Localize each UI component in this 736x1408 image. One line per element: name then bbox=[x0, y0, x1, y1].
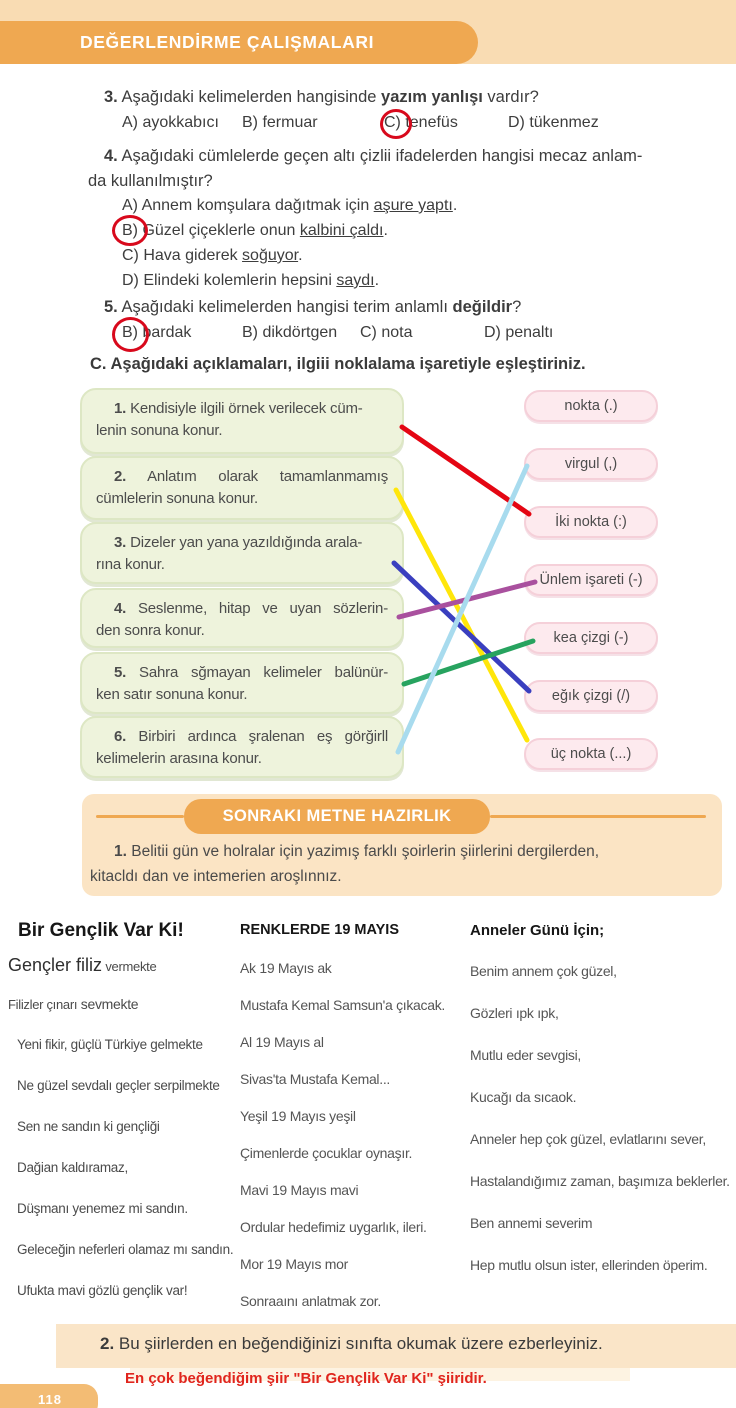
poem1-title: Bir Gençlik Var Ki! bbox=[18, 920, 184, 941]
q4-option-c: C) Hava giderek soğuyor. bbox=[122, 247, 303, 264]
match-right-egik-cizgi: eğık çizgi (/) bbox=[524, 680, 658, 712]
answer-circle-q3 bbox=[380, 109, 412, 139]
poem-line: Mavi 19 Mayıs mavi bbox=[240, 1182, 359, 1198]
poem-line: Ak 19 Mayıs ak bbox=[240, 960, 332, 976]
q5-option-3: C) nota bbox=[360, 324, 413, 341]
q5-option-4: D) penaltı bbox=[484, 324, 554, 341]
page-number-tab: 118 bbox=[0, 1384, 98, 1408]
prep-rule-left bbox=[96, 815, 184, 818]
poem-line: Ordular hedefimiz uygarlık, ileri. bbox=[240, 1219, 427, 1235]
match-left-item-1: 1. Kendisiyle ilgili örnek verilecek cüm- lenin sonuna konur. bbox=[80, 388, 404, 454]
q3-option-d: D) tükenmez bbox=[508, 114, 599, 131]
poem-line: Ufukta mavi gözlü gençlik var! bbox=[17, 1283, 188, 1298]
poem-line: Filizler çınarı sevmekte bbox=[8, 996, 139, 1012]
prep-title: SONRAKI METNE HAZIRLIK bbox=[184, 799, 490, 834]
poem-line: Hep mutlu olsun ister, ellerinden öperim. bbox=[470, 1257, 708, 1273]
prep-task-line2: kitacldı dan ve intemerien aroşlınnız. bbox=[90, 868, 342, 885]
poem-line: Düşmanı yenemez mi sandın. bbox=[17, 1201, 188, 1216]
poem-line: Sen ne sandın ki gençliği bbox=[17, 1119, 160, 1134]
match-line-3 bbox=[394, 563, 529, 691]
match-left-item-2: 2. Anlatım olarak tamamlanmamış cümlelerin sonuna konur. bbox=[80, 456, 404, 520]
prep-task-line1: 1. Belitii gün ve holralar için yazimış farklı şoirlerin şiirlerini dergilerden, bbox=[114, 843, 599, 860]
match-right-nokta: nokta (.) bbox=[524, 390, 658, 422]
answer-circle-q5 bbox=[112, 317, 149, 352]
q3-option-a: A) ayokkabıcı bbox=[122, 114, 219, 131]
poem-line: Kucağı da sıcaok. bbox=[470, 1089, 577, 1105]
match-line-6 bbox=[398, 466, 527, 752]
match-line-1 bbox=[402, 427, 529, 514]
page-title: DEĞERLENDİRME ÇALIŞMALARI bbox=[0, 21, 478, 64]
q3-option-b: B) fermuar bbox=[242, 114, 318, 131]
poem-line: Sivas'ta Mustafa Kemal... bbox=[240, 1071, 391, 1087]
poem-line: Sonraaını anlatmak zor. bbox=[240, 1293, 381, 1309]
match-right-kisa-cizgi: kea çizgi (-) bbox=[524, 622, 658, 654]
match-line-5 bbox=[404, 641, 533, 684]
poem-line: Yeni fikir, güçlü Türkiye gelmekte bbox=[17, 1037, 203, 1052]
answer-circle-q4 bbox=[112, 215, 148, 246]
match-line-2 bbox=[396, 490, 527, 740]
poem1-lines bbox=[8, 955, 234, 1324]
q5-option-2: B) dikdörtgen bbox=[242, 324, 338, 341]
question-3: 3. Aşağıdaki kelimelerden hangisinde yazım yanlışı vardır? bbox=[104, 88, 539, 106]
poem-line: Al 19 Mayıs al bbox=[240, 1034, 324, 1050]
q4-option-b: B) Güzel çiçeklerle onun kalbini çaldı. bbox=[122, 222, 388, 239]
match-right-unlem: Ünlem işareti (-) bbox=[524, 564, 658, 596]
match-right-virgul: virgul (,) bbox=[524, 448, 658, 480]
poem-line: Hastalandığımız zaman, başımıza beklerler. bbox=[470, 1173, 730, 1189]
section-c-heading: C. Aşağıdaki açıklamaları, ilgiii noklalama işaretiyle eşleştiriniz. bbox=[90, 355, 586, 373]
q5-option-1: B) bardak bbox=[122, 324, 192, 341]
poem-line: Yeşil 19 Mayıs yeşil bbox=[240, 1108, 356, 1124]
q4-option-d: D) Elindeki kolemlerin hepsini saydı. bbox=[122, 272, 380, 289]
question-4-line2: da kullanılmıştır? bbox=[88, 172, 213, 190]
poem-line: Anneler hep çok güzel, evlatlarını sever, bbox=[470, 1131, 706, 1147]
match-right-iki-nokta: İki nokta (:) bbox=[524, 506, 658, 538]
poem-line: Mutlu eder sevgisi, bbox=[470, 1047, 582, 1063]
task2-text: 2. Bu şiirlerden en beğendiğinizi sınıfta okumak üzere ezberleyiniz. bbox=[100, 1334, 603, 1353]
match-left-item-4: 4. Seslenme, hitap ve uyan sözlerin- den sonra konur. bbox=[80, 588, 404, 648]
poem2-title: RENKLERDE 19 MAYIS bbox=[240, 922, 400, 938]
poem-line: Çimenlerde çocuklar oynaşır. bbox=[240, 1145, 413, 1161]
q4-option-a: A) Annem komşulara dağıtmak için aşure yaptı. bbox=[122, 197, 458, 214]
match-left-item-3: 3. Dizeler yan yana yazıldığında arala- rına konur. bbox=[80, 522, 404, 584]
poem-line: Ne güzel sevdalı geçler serpilmekte bbox=[17, 1078, 220, 1093]
match-left-item-5: 5. Sahra sğmayan kelimeler balünür- ken satır sonuna konur. bbox=[80, 652, 404, 714]
poem-line: Gözleri ıpk ıpk, bbox=[470, 1005, 559, 1021]
poem3-lines bbox=[470, 963, 730, 1299]
poem3-title: Anneler Günü İçin; bbox=[470, 922, 605, 939]
poem2-lines bbox=[240, 960, 445, 1330]
question-4-line1: 4. Aşağıdaki cümlelerde geçen altı çizlii ifadelerden hangisi mecaz anlam- bbox=[104, 147, 643, 165]
question-3-number: 3. bbox=[104, 88, 118, 106]
poem-line: Dağian kaldıramaz, bbox=[17, 1160, 128, 1175]
match-right-uc-nokta: üç nokta (...) bbox=[524, 738, 658, 770]
poem-line: Mustafa Kemal Samsun'a çıkacak. bbox=[240, 997, 446, 1013]
poem-line: Gençler filiz vermekte bbox=[8, 955, 157, 975]
q3-option-c: C) tenefüs bbox=[384, 114, 458, 131]
question-5: 5. Aşağıdaki kelimelerden hangisi terim anlamlı değildir? bbox=[104, 298, 522, 316]
question-4-number: 4. bbox=[104, 147, 118, 165]
handwritten-answer-note: En çok beğendiğim şiir "Bir Gençlik Var Ki" şiiridir. bbox=[125, 1370, 487, 1387]
poem-line: Ben annemi severim bbox=[470, 1215, 593, 1231]
match-left-item-6: 6. Birbiri ardınca şralenan eş görğirll kelimelerin arasına konur. bbox=[80, 716, 404, 778]
poem-line: Geleceğin neferleri olamaz mı sandın. bbox=[17, 1242, 234, 1257]
match-line-4 bbox=[399, 582, 535, 617]
poem-line: Benim annem çok güzel, bbox=[470, 963, 617, 979]
question-5-number: 5. bbox=[104, 298, 118, 316]
poem-line: Mor 19 Mayıs mor bbox=[240, 1256, 348, 1272]
prep-rule-right bbox=[490, 815, 706, 818]
